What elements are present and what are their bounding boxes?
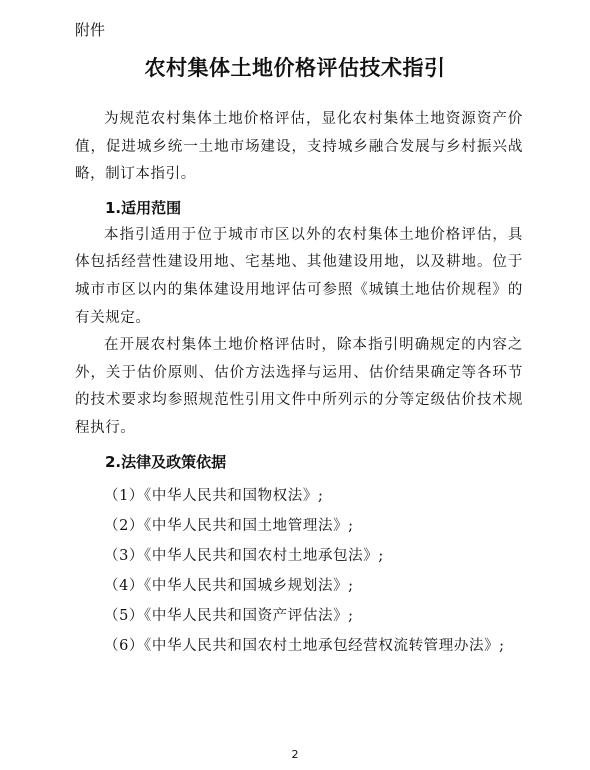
intro-paragraph: 为规范农村集体土地价格评估，显化农村集体土地资源资产价值，促进城乡统一土地市场建设，支持城乡融合发展与乡村振兴战略，制订本指引。 (75, 111, 523, 183)
section-1-paragraph-1: 本指引适用于位于城市市区以外的农村集体土地价格评估，具体包括经营性建设用地、宅基地、其他建设用地，以及耕地。位于城市市区以内的集体建设用地评估可参照《城镇土地估价规程》的有关规定。 (75, 226, 523, 326)
list-item: （2）《中华人民共和国土地管理法》; (104, 517, 354, 534)
document-body (75, 106, 523, 661)
annex-label: 附件 (75, 21, 106, 39)
legal-basis-list (75, 481, 523, 661)
section-1-heading: 1.适用范围 (105, 198, 182, 217)
list-item: （3）《中华人民共和国农村土地承包法》; (104, 547, 384, 564)
list-item: （6）《中华人民共和国农村土地承包经营权流转管理办法》; (104, 637, 505, 654)
list-item: （5）《中华人民共和国资产评估法》; (104, 607, 354, 624)
section-1-paragraph-2: 在开展农村集体土地价格评估时，除本指引明确规定的内容之外，关于估价原则、估价方法选择与运用、估价结果确定等各环节的技术要求均参照规范性引用文件中所列示的分等定级估价技术规程执行。 (75, 337, 523, 436)
document-title: 农村集体土地价格评估技术指引 (144, 56, 446, 80)
list-item: （4）《中华人民共和国城乡规划法》; (104, 577, 354, 594)
list-item: （1）《中华人民共和国物权法》; (104, 487, 324, 504)
section-2-heading: 2.法律及政策依据 (105, 452, 227, 471)
page-number: 2 (291, 748, 299, 761)
